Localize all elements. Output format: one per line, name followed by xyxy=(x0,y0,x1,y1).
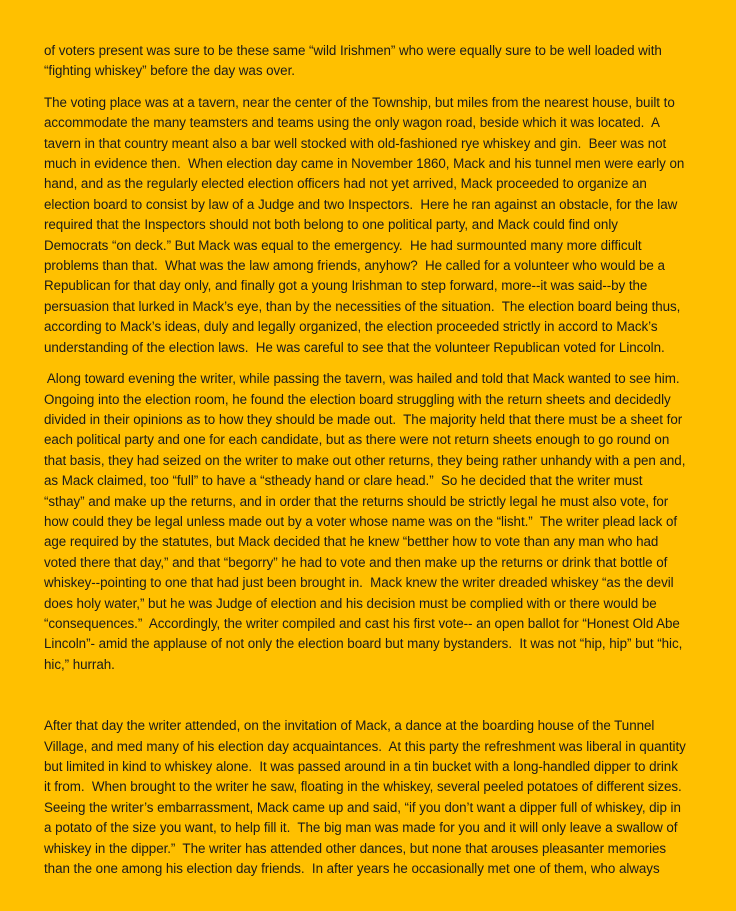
paragraph-3 xyxy=(44,369,698,675)
text-line: “fighting whiskey” before the day was over. xyxy=(44,63,295,79)
text-line: age required by the statutes, but Mack decided that he knew “betther how to vote than any man who had xyxy=(44,534,659,550)
text-line: Lincoln”- amid the applause of not only the election board but many bystanders. It was not “hip, hip” but “hic, xyxy=(44,636,683,652)
text-line: persuasion that lurked in Mack’s eye, than by the necessities of the situation. The election board being thus, xyxy=(44,298,681,314)
text-line: it from. When brought to the writer he saw, floating in the whiskey, several peeled potatoes of different sizes. xyxy=(44,779,682,795)
text-line: hic,” hurrah. xyxy=(44,656,115,672)
text-line: understanding of the election laws. He was careful to see that the volunteer Republican voted for Lincoln. xyxy=(44,339,665,355)
text-line: “consequences.” Accordingly, the writer compiled and cast his first vote-- an open ballot for “Honest Old Abe xyxy=(44,615,680,631)
paragraph-4 xyxy=(44,716,698,879)
text-line: Republican for that day only, and finally got a young Irishman to step forward, more--it was said--by the xyxy=(44,278,648,294)
text-line: a potato of the size you want, to help fill it. The big man was made for you and it will only leave a swallow of xyxy=(44,820,678,836)
document-page xyxy=(44,41,698,879)
text-line: whiskey--pointing to one that had just been brought in. Mack knew the writer dreaded whiskey “as the devil xyxy=(44,575,674,591)
text-line: does holy water,” but he was Judge of election and his decision must be complied with or there would be xyxy=(44,595,657,611)
text-line: tavern in that country meant also a bar well stocked with old-fashioned rye whiskey and gin. Beer was not xyxy=(44,135,667,151)
text-line: as Mack claimed, too “full” to have a “stheady hand or clare head.” So he decided that the writer must xyxy=(44,473,643,489)
text-line: Along toward evening the writer, while passing the tavern, was hailed and told that Mack wanted to see him. xyxy=(44,371,680,387)
text-line: according to Mack’s ideas, duly and legally organized, the election proceeded strictly in accord to Mack’s xyxy=(44,319,658,335)
text-line: election board to consist by law of a Judge and two Inspectors. Here he ran against an obstacle, for the law xyxy=(44,196,678,212)
text-line: much in evidence then. When election day came in November 1860, Mack and his tunnel men were early on xyxy=(44,156,685,172)
text-line: each political party and one for each candidate, but as there were not return sheets enough to go round on xyxy=(44,432,670,448)
text-line: problems than that. What was the law among friends, anyhow? He called for a volunteer who would be a xyxy=(44,258,665,274)
text-line: that basis, they had seized on the writer to make out other returns, they being rather unhandy with a pen and, xyxy=(44,452,686,468)
text-line: The voting place was at a tavern, near the center of the Township, but miles from the nearest house, built to xyxy=(44,94,675,110)
paragraph-2 xyxy=(44,93,698,358)
text-line: whiskey in the dipper.” The writer has attended other dances, but none that arouses pleasanter memories xyxy=(44,840,667,856)
text-line: of voters present was sure to be these same “wild Irishmen” who were equally sure to be well loaded with xyxy=(44,43,662,58)
text-line: “sthay” and make up the returns, and in order that the returns should be strictly legal he must also vote, for xyxy=(44,493,669,509)
text-line: voted there that day,” and that “begorry” he had to vote and then make up the returns or drink that bottle of xyxy=(44,554,668,570)
text-line: After that day the writer attended, on the invitation of Mack, a dance at the boarding house of the Tunnel xyxy=(44,718,655,734)
text-line: accommodate the many teamsters and teams using the only wagon road, beside which it was located. A xyxy=(44,115,660,131)
text-line: but limited in kind to whiskey alone. It was passed around in a tin bucket with a long-handled dipper to drink xyxy=(44,759,678,774)
paragraph-1 xyxy=(44,41,698,82)
text-line: required that the Inspectors should not both belong to one political party, and Mack could find only xyxy=(44,217,618,233)
text-line: than the one among his election day friends. In after years he occasionally met one of them, who always xyxy=(44,861,660,877)
text-line: Village, and med many of his election day acquaintances. At this party the refreshment was liberal in quantity xyxy=(44,738,686,754)
text-line: divided in their opinions as to how they should be made out. The majority held that there must be a sheet for xyxy=(44,411,683,427)
text-line: how could they be legal unless made out by a voter whose name was on the “lisht.” The writer plead lack of xyxy=(44,513,678,529)
text-line: Ongoing into the election room, he found the election board struggling with the return sheets and decidedly xyxy=(44,391,671,407)
text-line: hand, and as the regularly elected election officers had not yet arrived, Mack proceeded to organize an xyxy=(44,176,647,192)
text-line: Seeing the writer’s embarrassment, Mack came up and said, “if you don’t want a dipper full of whiskey, dip in xyxy=(44,799,681,815)
text-line: Democrats “on deck.” But Mack was equal to the emergency. He had surmounted many more difficult xyxy=(44,237,642,253)
